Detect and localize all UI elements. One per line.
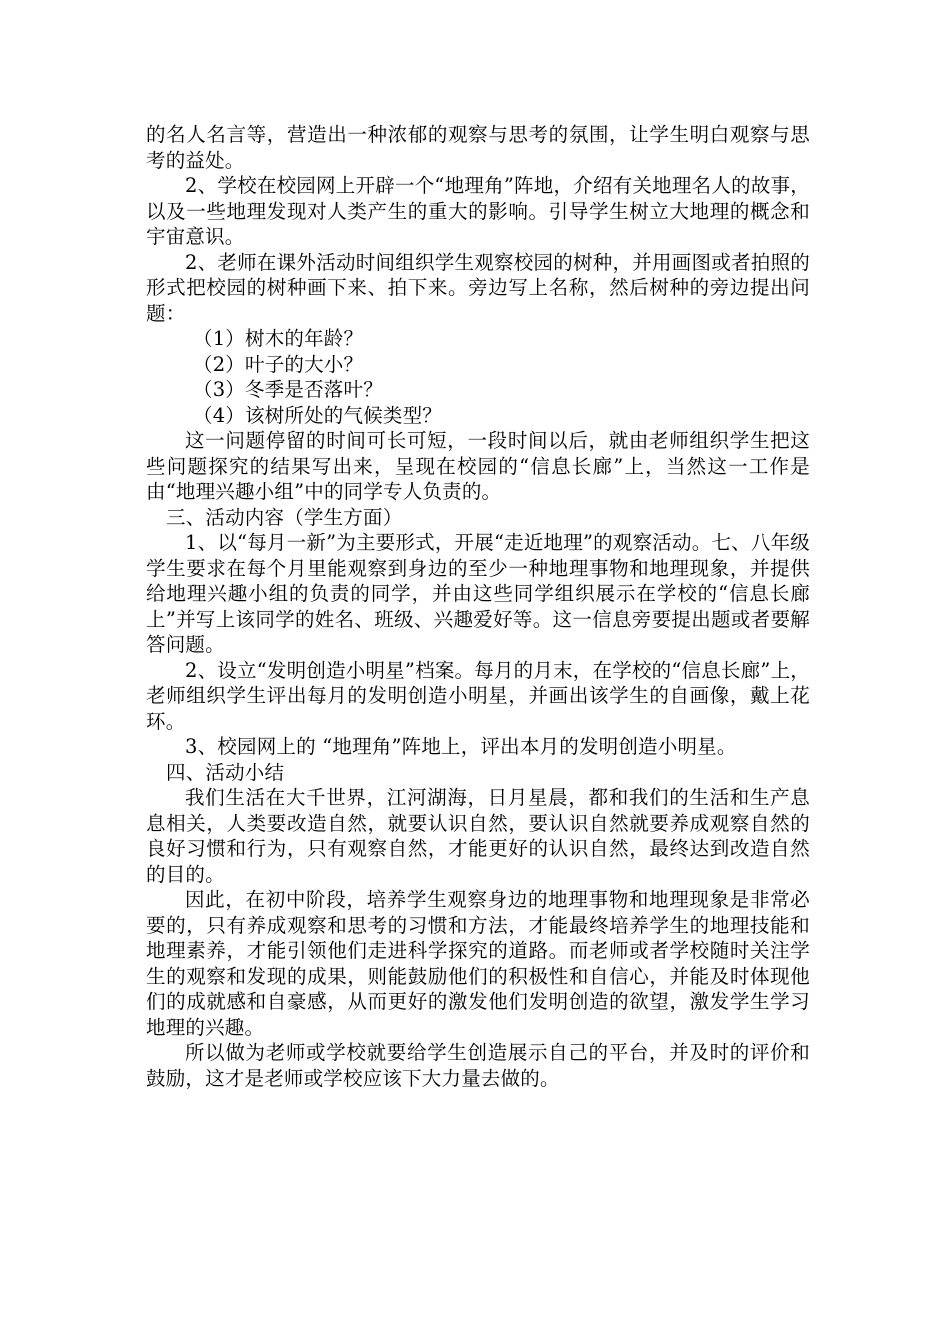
paragraph-summary-3: 所以做为老师或学校就要给学生创造展示自己的平台，并及时的评价和鼓励，这才是老师或学校应该下大力量去做的。: [146, 1041, 810, 1090]
section-heading-activity-content: 三、活动内容（学生方面）: [166, 505, 403, 529]
question-item-1: （1）树木的年龄？: [193, 327, 364, 350]
question-item-2: （2）叶子的大小？: [193, 352, 364, 376]
section-heading-summary: 四、活动小结: [166, 760, 285, 784]
paragraph-continuation: 的名人名言等，营造出一种浓郁的观察与思考的氛围，让学生明白观察与思考的益处。: [146, 123, 810, 172]
paragraph-geography-corner: 2、学校在校园网上开辟一个“地理角”阵地，介绍有关地理名人的故事，以及一些地理发现对人类产生的重大的影响。引导学生树立大地理的概念和宇宙意识。: [146, 174, 810, 248]
paragraph-summary-2: 因此，在初中阶段，培养学生观察身边的地理事物和地理现象是非常必要的，只有养成观察和思考的习惯和方法，才能最终培养学生的地理技能和地理素养，才能引领他们走进科学探究的道路。而老师或者学校随时关注学生的观察和发现的成果，则能鼓励他们的积极性和自信心，并能及时体现他们的成就感和自豪感，从而更好的激发他们发明创造的欲望，激发学生学习地理的兴趣。: [146, 888, 810, 1039]
question-item-4: （4）该树所处的气候类型？: [193, 403, 443, 427]
document-body: [146, 122, 810, 1091]
paragraph-campus-web: 3、校园网上的 “地理角”阵地上，评出本月的发明创造小明星。: [185, 735, 737, 758]
question-item-3: （3）冬季是否落叶？: [193, 378, 383, 401]
paragraph-invention-star: 2、设立“发明创造小明星”档案。每月的月末，在学校的“信息长廊”上，老师组织学生评出每月的发明创造小明星，并画出该学生的自画像，戴上花环。: [146, 658, 810, 733]
paragraph-summary-1: 我们生活在大千世界，江河湖海，日月星晨，都和我们的生活和生产息息相关，人类要改造自然，就要认识自然，要认识自然就要养成观察自然的良好习惯和行为，只有观察自然，才能更好的认识自然，最终达到改造自然的目的。: [146, 786, 810, 886]
paragraph-tree-observation: 2、老师在课外活动时间组织学生观察校园的树种，并用画图或者拍照的形式把校园的树种画下来、拍下来。旁边写上名称，然后树种的旁边提出问题：: [146, 250, 810, 325]
paragraph-question-duration: 这一问题停留的时间可长可短，一段时间以后，就由老师组织学生把这些问题探究的结果写出来，呈现在校园的“信息长廊”上，当然这一工作是由“地理兴趣小组”中的同学专人负责的。: [146, 429, 810, 503]
paragraph-monthly-new: 1、以“每月一新”为主要形式，开展“走近地理”的观察活动。七、八年级学生要求在每个月里能观察到身边的至少一种地理事物和地理现象，并提供给地理兴趣小组的负责的同学，并由这些同学组织展示在学校的“信息长廊上”并写上该同学的姓名、班级、兴趣爱好等。这一信息旁要提出题或者要解答问题。: [146, 531, 810, 656]
